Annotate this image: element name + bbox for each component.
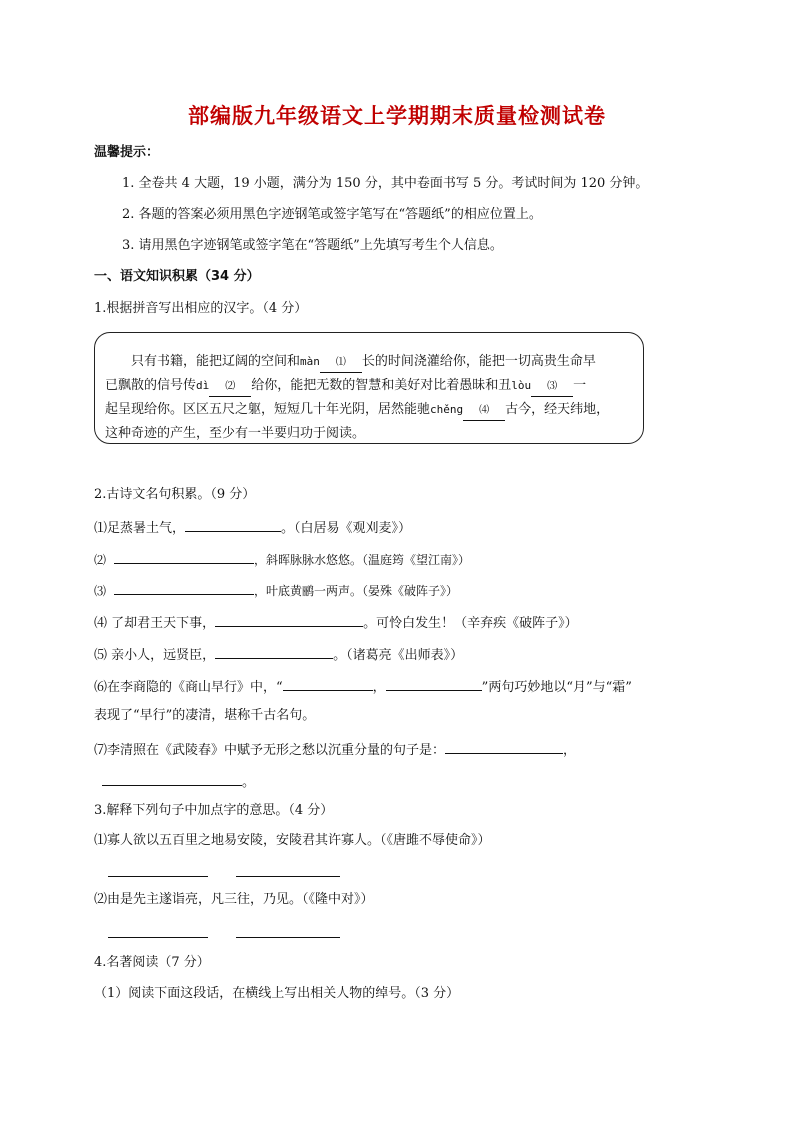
q3-sentence-1: ⑴寡人欲以五百里之地易安陵，安陵君其许寡人。（《唐雎不辱使命》） — [94, 833, 491, 848]
blank-3-number: ⑶ — [547, 381, 558, 392]
q2-3-blank[interactable] — [114, 580, 254, 595]
q3-sentence-2: ⑵由是先主遂诣亮，凡三往，乃见。（《隆中对》） — [94, 892, 374, 907]
q2-3-source: ，叶底黄鹂一两声。（晏殊《破阵子》） — [254, 584, 459, 598]
q3-2-answer-line-a[interactable] — [108, 937, 208, 938]
q2-5-blank[interactable] — [215, 644, 333, 659]
blank-1-number: ⑴ — [335, 357, 346, 368]
q2-7-comma: ， — [563, 743, 577, 758]
section-1-heading: 一、语文知识积累（34 分） — [94, 269, 260, 284]
q2-4-blank[interactable] — [215, 612, 363, 627]
q3-1-answer-line-a[interactable] — [108, 876, 208, 877]
q2-6-text: ⑹在李商隐的《商山早行》中，“ — [94, 680, 283, 695]
q1-passage-box — [94, 332, 644, 444]
q3-1-answer-line-b[interactable] — [236, 876, 340, 877]
passage-text-2: 长的时间浇灌给你，能把一切高贵生命早 — [361, 354, 596, 369]
q2-line-7-cont — [94, 771, 255, 792]
q2-line-5 — [94, 644, 463, 665]
q1-stem: 1.根据拼音写出相应的汉字。（4 分） — [94, 301, 308, 316]
q2-1-blank[interactable] — [185, 517, 281, 532]
passage-text-6: 起呈现给你。区区五尺之躯，短短几十年光阴，居然能驰 — [105, 402, 431, 417]
q2-line-4 — [94, 612, 578, 633]
q2-1-source: 。（白居易《观刈麦》） — [281, 521, 412, 536]
q2-line-1 — [94, 517, 411, 538]
q2-5-text: ⑸ 亲小人，远贤臣， — [94, 648, 216, 663]
tip-item-3: 3. 请用黑色字迹钢笔或签字笔在“答题纸”上先填写考生个人信息。 — [122, 238, 503, 253]
passage-text-4: 给你，能把无数的智慧和美好对比着愚昧和丑 — [251, 378, 512, 393]
q2-6-blank-b[interactable] — [386, 676, 482, 691]
q2-2-source: ，斜晖脉脉水悠悠。（温庭筠《望江南》） — [254, 553, 471, 567]
passage-text-1: 只有书籍，能把辽阔的空间和 — [131, 354, 301, 369]
q2-7-period: 。 — [242, 775, 256, 790]
blank-4-number: ⑷ — [479, 405, 490, 416]
blank-3[interactable] — [531, 380, 573, 397]
pinyin-3: lòu — [511, 379, 532, 392]
q4-sub-1: （1）阅读下面这段话，在横线上写出相关人物的绰号。（3 分） — [94, 986, 460, 1001]
blank-1[interactable] — [320, 356, 362, 373]
q1-passage — [105, 350, 633, 446]
tips-heading: 温馨提示： — [94, 145, 160, 160]
blank-2[interactable] — [209, 380, 251, 397]
passage-text-7: 古今，经天纬地， — [505, 402, 610, 417]
q2-6-text-2: ”两句巧妙地以“月”与“霜” — [481, 680, 632, 695]
tip-item-2: 2. 各题的答案必须用黑色字迹钢笔或签字笔写在“答题纸”的相应位置上。 — [122, 207, 542, 222]
q2-5-source: 。（诸葛亮《出师表》） — [333, 648, 464, 663]
pinyin-1: màn — [300, 355, 320, 368]
q4-stem: 4.名著阅读（7 分） — [94, 955, 210, 970]
q3-stem: 3.解释下列句子中加点字的意思。（4 分） — [94, 803, 334, 818]
q2-6-blank-a[interactable] — [283, 676, 373, 691]
q2-line-6 — [94, 676, 632, 697]
passage-text-3: 已飘散的信号传 — [105, 378, 197, 393]
q2-2-blank[interactable] — [114, 549, 254, 564]
q2-line-3 — [94, 580, 458, 600]
q2-line-6-cont: 表现了“早行”的凄清，堪称千古名句。 — [94, 708, 316, 723]
pinyin-2: dì — [196, 379, 210, 392]
blank-2-number: ⑵ — [225, 381, 236, 392]
tip-item-1: 1. 全卷共 4 大题，19 小题，满分为 150 分，其中卷面书写 5 分。考试时间为 120 分钟。 — [122, 176, 649, 191]
q2-6-comma: ， — [372, 680, 386, 695]
q2-line-7 — [94, 739, 576, 760]
q2-line-2 — [94, 549, 470, 569]
pinyin-4: chěng — [430, 403, 464, 416]
q2-7-blank-a[interactable] — [445, 739, 563, 754]
q2-3-text: ⑶ — [94, 584, 107, 598]
q2-2-text: ⑵ — [94, 553, 107, 567]
passage-text-8: 这种奇迹的产生，至少有一半要归功于阅读。 — [105, 426, 366, 441]
blank-4[interactable] — [463, 404, 505, 421]
q2-7-text: ⑺李清照在《武陵春》中赋予无形之愁以沉重分量的句子是： — [94, 743, 446, 758]
q2-4-text: ⑷ 了却君王天下事， — [94, 616, 216, 631]
passage-text-5: 一 — [573, 378, 587, 393]
q2-1-text: ⑴足蒸暑土气， — [94, 521, 186, 536]
q2-7-blank-b[interactable] — [102, 771, 242, 786]
q2-4-source: 。可怜白发生！（辛弃疾《破阵子》） — [363, 616, 578, 631]
exam-title: 部编版九年级语文上学期期末质量检测试卷 — [188, 104, 606, 128]
q2-stem: 2.古诗文名句积累。（9 分） — [94, 487, 256, 502]
q3-2-answer-line-b[interactable] — [236, 937, 340, 938]
